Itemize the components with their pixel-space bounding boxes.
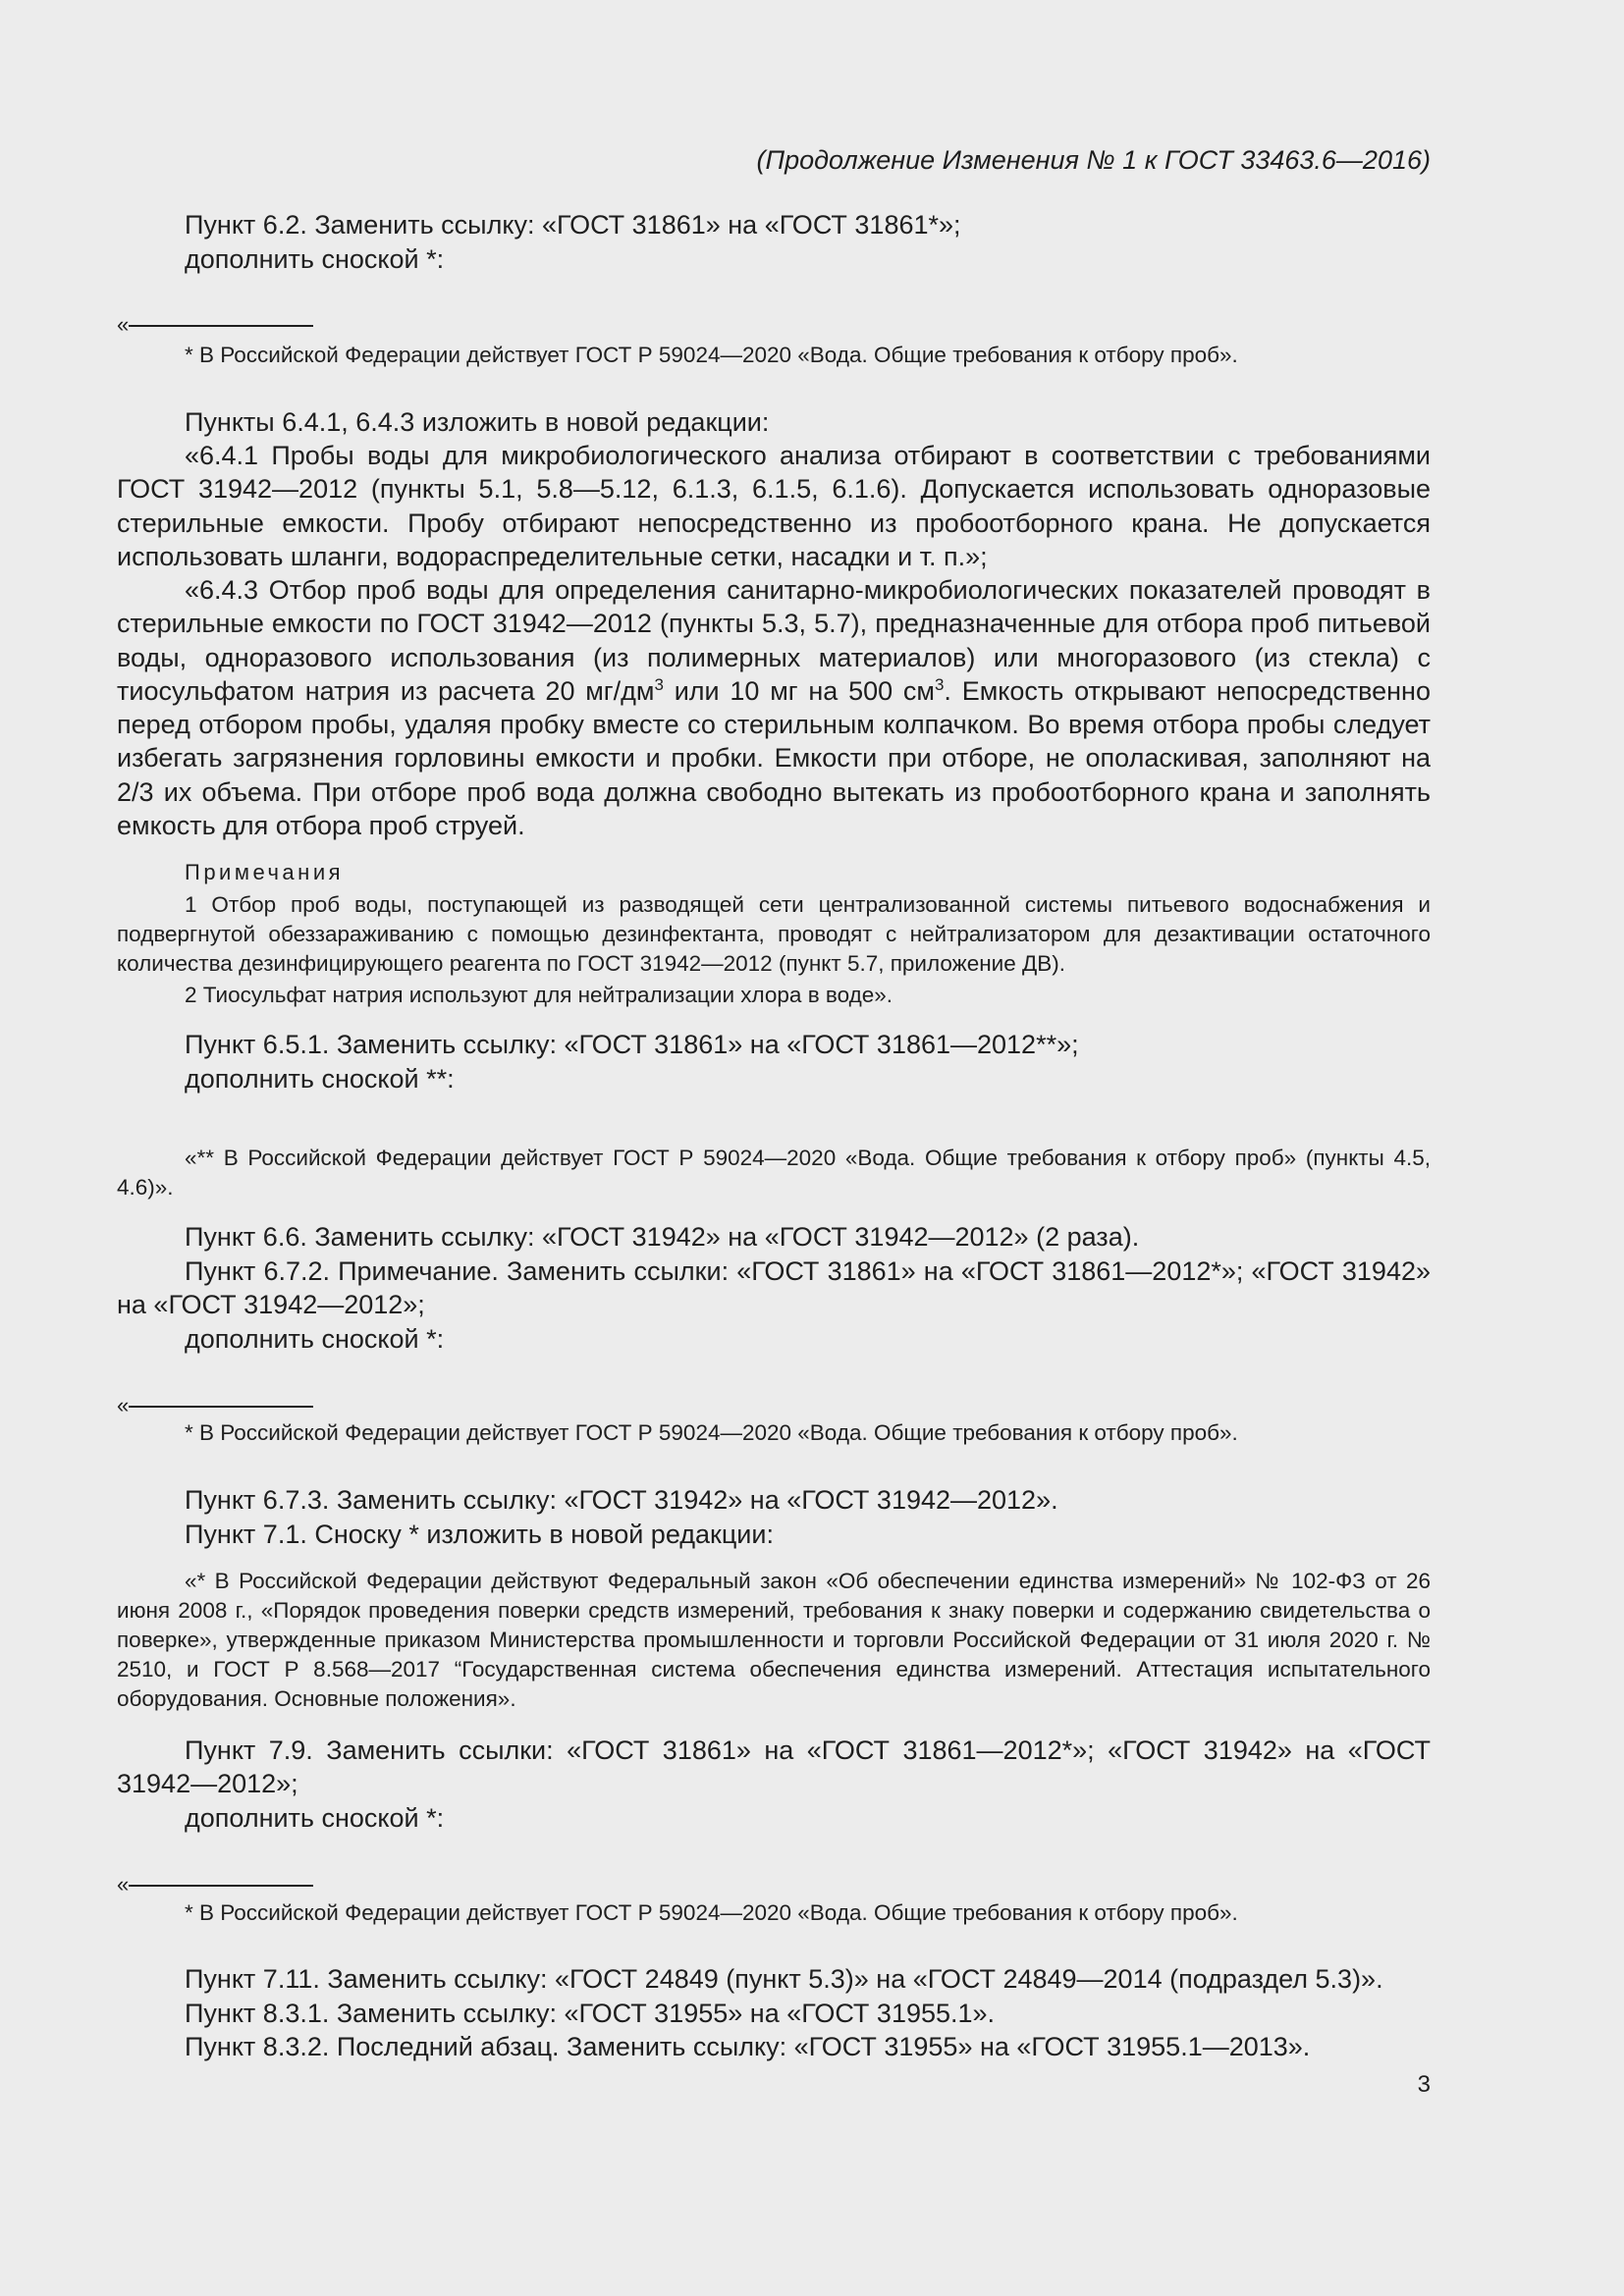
footnote-7-1-text: «* В Российской Федерации действуют Федеральный закон «Об обеспечении единства измерений» № 102-ФЗ от 26 июня 2008 г., «Порядок проведения поверки средств измерений, требования к знаку поверки и содержанию свидетельства о поверке», утвержденные приказом Министерства промышленности и торговли Российской Федерации от 31 июля 2020 г. № 2510, и ГОСТ Р 8.568—2017 “Государственная система обеспечения единства измерений. Аттестация испытательного оборудования. Основные положения». [117,1569,1431,1711]
item-7-1: Пункт 7.1. Сноску * изложить в новой редакции: [185,1520,774,1549]
item-6-7-3: Пункт 6.7.3. Заменить ссылку: «ГОСТ 31942» на «ГОСТ 31942—2012». [185,1485,1058,1515]
footnote-rule [129,325,313,327]
items-6-4-intro: Пункты 6.4.1, 6.4.3 изложить в новой редакции: [185,407,770,437]
notes-title: Примечания [185,860,345,884]
item-7-11: Пункт 7.11. Заменить ссылку: «ГОСТ 24849 (пункт 5.3)» на «ГОСТ 24849—2014 (подраздел 5.3)». [185,1964,1383,1994]
item-6-7-2-addition: дополнить сноской *: [185,1324,445,1354]
footnote-separator [117,1874,313,1896]
item-6-5-1: Пункт 6.5.1. Заменить ссылку: «ГОСТ 31861» на «ГОСТ 31861—2012**»; [185,1030,1079,1059]
footnote-4: * В Российской Федерации действует ГОСТ Р 59024—2020 «Вода. Общие требования к отбору проб». [185,1900,1238,1925]
item-6-7-2: Пункт 6.7.2. Примечание. Заменить ссылки: «ГОСТ 31861» на «ГОСТ 31861—2012*»; «ГОСТ 31942» на «ГОСТ 31942—2012»; [117,1256,1431,1320]
footnote-separator [117,1395,313,1416]
item-6-5-1-addition: дополнить сноской **: [185,1064,455,1094]
footnote-1: * В Российской Федерации действует ГОСТ Р 59024—2020 «Вода. Общие требования к отбору проб». [185,343,1238,367]
item-8-3-2: Пункт 8.3.2. Последний абзац. Заменить ссылку: «ГОСТ 31955» на «ГОСТ 31955.1—2013». [185,2032,1311,2061]
item-6-2: Пункт 6.2. Заменить ссылку: «ГОСТ 31861» на «ГОСТ 31861*»; [185,210,961,240]
item-6-6: Пункт 6.6. Заменить ссылку: «ГОСТ 31942» на «ГОСТ 31942—2012» (2 раза). [185,1222,1140,1252]
footnote-3: * В Российской Федерации действует ГОСТ Р 59024—2020 «Вода. Общие требования к отбору проб». [185,1420,1238,1445]
footnote-rule [129,1885,313,1887]
footnote-open-quote: « [117,312,130,337]
item-7-9-addition: дополнить сноской *: [185,1803,445,1833]
footnote-open-quote: « [117,1872,130,1896]
footnote-open-quote: « [117,1393,130,1417]
note-1: 1 Отбор проб воды, поступающей из разводящей сети централизованной системы питьевого водоснабжения и подвергнутой обеззараживанию с помощью дезинфектанта, проводят с нейтрализатором для дезактивации остаточного количества дезинфицирующего реагента по ГОСТ 31942—2012 (пункт 5.7, приложение ДВ). [117,892,1431,976]
footnote-2: «** В Российской Федерации действует ГОСТ Р 59024—2020 «Вода. Общие требования к отбору проб» (пункты 4.5, 4.6)». [117,1146,1431,1200]
item-6-4-3-text: «6.4.3 Отбор проб воды для определения санитарно-микробиологических показателей проводят в стерильные емкости по ГОСТ 31942—2012 (пункты 5.3, 5.7), предназначенные для отбора проб питьевой воды, одноразового использования (из полимерных материалов) или многоразового (из стекла) с тиосульфатом натрия из расчета 20 $мг/дм^3$ или 10 мг на 500 $см^3$. Емкость открывают непосредственно перед отбором пробы, удаляя пробку вместе со стерильным колпачком. Во время отбора пробы следует избегать загрязнения горловины емкости и пробки. Емкости при отборе, не ополаскивая, заполняют на 2/3 их объема. При отборе проб вода должна свободно вытекать из пробоотборного крана и заполнять емкость для отбора проб струей. [117,575,1431,841]
item-6-2-addition: дополнить сноской *: [185,244,445,274]
item-6-4-1-text: «6.4.1 Пробы воды для микробиологического анализа отбирают в соответствии с требованиями ГОСТ 31942—2012 (пункты 5.1, 5.8—5.12, 6.1.3, 6.1.5, 6.1.6). Допускается использовать одноразовые стерильные емкости. Пробу отбирают непосредственно из пробоотборного крана. Не допускается использовать шланги, водораспределительные сетки, насадки и т. п.»; [117,441,1431,571]
footnote-separator [117,314,313,336]
footnote-rule [129,1406,313,1408]
item-7-9: Пункт 7.9. Заменить ссылки: «ГОСТ 31861» на «ГОСТ 31861—2012*»; «ГОСТ 31942» на «ГОСТ 31942—2012»; [117,1735,1431,1799]
page-number: 3 [1417,2071,1431,2098]
item-8-3-1: Пункт 8.3.1. Заменить ссылку: «ГОСТ 31955» на «ГОСТ 31955.1». [185,1999,996,2028]
running-header: (Продолжение Изменения № 1 к ГОСТ 33463.6—2016) [756,145,1431,175]
note-2: 2 Тиосульфат натрия используют для нейтрализации хлора в воде». [185,983,893,1007]
